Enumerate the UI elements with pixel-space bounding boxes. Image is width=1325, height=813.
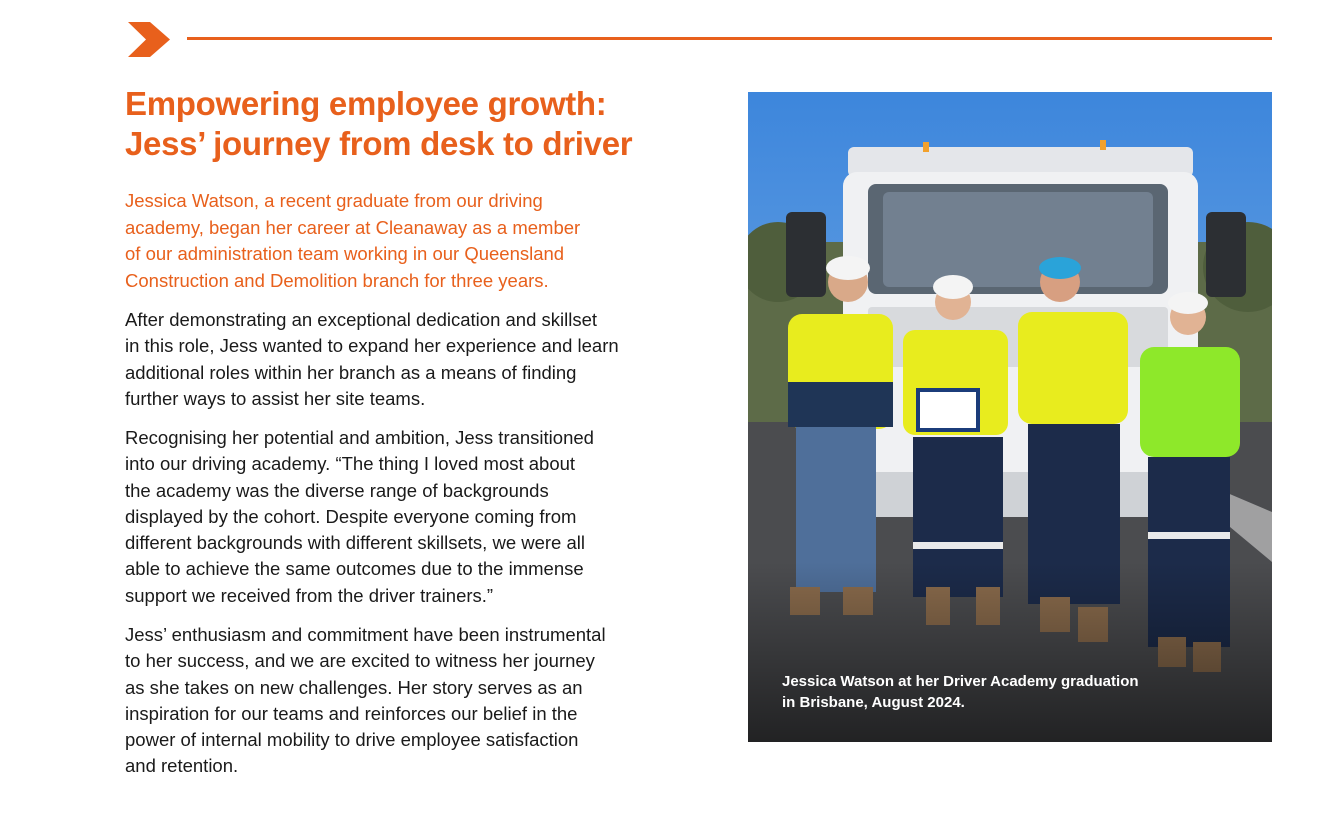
- body-line: support we received from the driver trainers.”: [125, 584, 494, 606]
- title-line: Jess’ journey from desk to driver: [125, 125, 633, 162]
- body-paragraph-2: [125, 425, 685, 609]
- body-line: additional roles within her branch as a means of finding: [125, 361, 577, 383]
- lead-line: academy, began her career at Cleanaway as a member: [125, 216, 581, 238]
- body-paragraph-3: [125, 622, 685, 780]
- caption-line: Jessica Watson at her Driver Academy graduation: [782, 673, 1139, 690]
- graduation-photo: [748, 92, 1272, 742]
- body-line: to her success, and we are excited to witness her journey: [125, 650, 595, 672]
- body-line: different backgrounds with different skillsets, we were all: [125, 532, 585, 554]
- header-divider: [187, 37, 1272, 40]
- lead-line: Jessica Watson, a recent graduate from our driving: [125, 190, 543, 211]
- body-line: into our driving academy. “The thing I loved most about: [125, 453, 576, 475]
- body-line: displayed by the cohort. Despite everyone coming from: [125, 505, 577, 527]
- body-line: inspiration for our teams and reinforces our belief in the: [125, 702, 578, 724]
- body-line: and retention.: [125, 755, 239, 777]
- photo-illustration: [748, 92, 1272, 742]
- lead-line: Construction and Demolition branch for three years.: [125, 269, 549, 291]
- body-paragraph-1: [125, 307, 685, 412]
- chevron-right-icon: [128, 22, 170, 57]
- body-line: able to achieve the same outcomes due to the immense: [125, 558, 584, 580]
- body-line: in this role, Jess wanted to expand her experience and learn: [125, 335, 619, 357]
- body-line: power of internal mobility to drive employee satisfaction: [125, 729, 579, 751]
- title-line: Empowering employee growth:: [125, 85, 607, 122]
- lead-paragraph: [125, 188, 645, 294]
- body-line: the academy was the diverse range of backgrounds: [125, 479, 549, 501]
- body-line: Jess’ enthusiasm and commitment have been instrumental: [125, 624, 606, 645]
- photo-caption: [782, 671, 1222, 713]
- caption-line: in Brisbane, August 2024.: [782, 694, 965, 711]
- article-title: [125, 84, 725, 164]
- body-line: Recognising her potential and ambition, Jess transitioned: [125, 427, 594, 448]
- body-line: further ways to assist her site teams.: [125, 387, 426, 409]
- lead-line: of our administration team working in our Queensland: [125, 243, 565, 264]
- body-line: After demonstrating an exceptional dedication and skillset: [125, 309, 598, 330]
- body-line: as she takes on new challenges. Her story serves as an: [125, 676, 583, 698]
